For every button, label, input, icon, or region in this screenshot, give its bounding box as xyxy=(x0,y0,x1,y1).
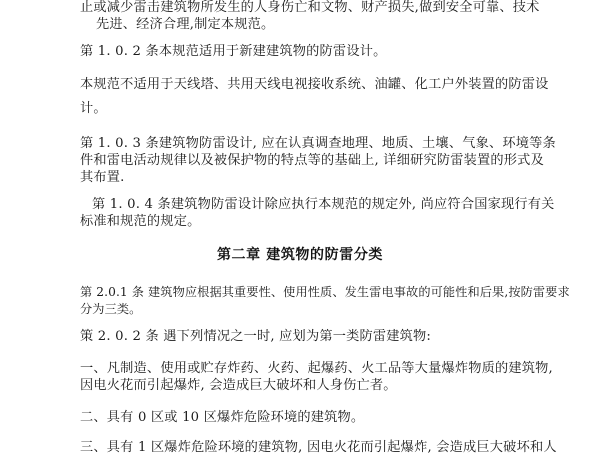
item-1-line-2: 因电火花而引起爆炸, 会造成巨大破坏和人身伤亡者。 xyxy=(80,378,397,393)
section-2-0-1-line-1: 第 2.0.1 条 建筑物应根据其重要性、使用性质、发生雷电事故的可能性和后果,按防雷要求 xyxy=(80,285,570,299)
section-1-0-2-note-line-2: 计。 xyxy=(80,101,107,116)
section-2-0-2-line-1: 策 2. 0. 2 条 遇下列情况之一时, 应划为第一类防雷建筑物: xyxy=(80,329,432,344)
section-1-0-1-line-1: 止或减少雷击建筑物所发生的人身伤亡和文物、财产损失,做到安全可靠、技术 xyxy=(80,0,540,15)
item-3-line-1: 三、具有 1 区爆炸危险环境的建筑物, 因电火花而引起爆炸, 会造成巨大破坏和人 xyxy=(80,440,557,455)
item-2-line-1: 二、具有 0 区或 10 区爆炸危险环境的建筑物。 xyxy=(80,410,365,425)
section-1-0-3-line-2: 件和雷电活动规律以及被保护物的特点等的基础上, 详细研究防雷装置的形式及 xyxy=(80,153,544,168)
section-2-0-1-line-2: 分为三类。 xyxy=(80,302,142,316)
section-1-0-3-line-3: 其布置. xyxy=(80,170,125,185)
section-1-0-2-line-1: 第 1. 0. 2 条本规范适用于新建建筑物的防雷设计。 xyxy=(80,44,387,59)
section-1-0-4-line-1: 第 1. 0. 4 条建筑物防雷设计除应执行本规范的规定外, 尚应符合国家现行有关 xyxy=(92,197,555,212)
section-1-0-2-note-line-1: 本规范不适用于天线塔、共用天线电视接收系统、油罐、化工户外装置的防雷设 xyxy=(80,77,549,92)
section-1-0-1-line-2: 先进、经济合理,制定本规范。 xyxy=(96,17,275,32)
chapter-2-heading: 第二章 建筑物的防雷分类 xyxy=(216,247,384,263)
section-1-0-4-line-2: 标准和规范的规定。 xyxy=(80,214,201,229)
section-1-0-3-line-1: 第 1. 0. 3 条建筑物防雷设计, 应在认真调查地理、地质、土壤、气象、环境等条 xyxy=(80,136,556,151)
item-1-line-1: 一、凡制造、使用或贮存炸药、火药、起爆药、火工品等大量爆炸物质的建筑物, xyxy=(80,361,553,376)
